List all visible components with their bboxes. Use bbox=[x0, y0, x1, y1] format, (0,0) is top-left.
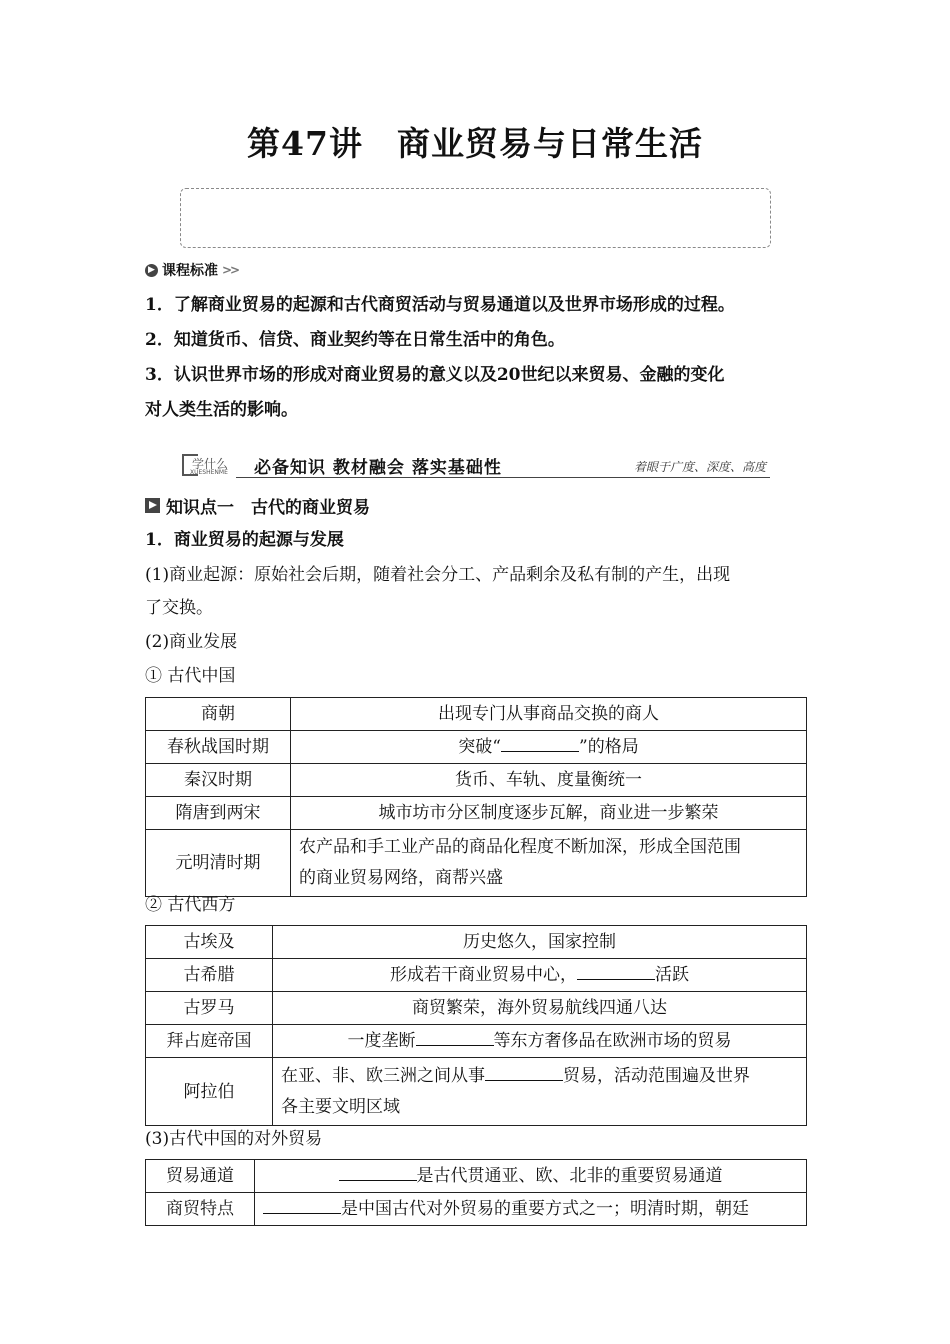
banner-subtitle: 着眼于广度、深度、高度 bbox=[633, 460, 766, 474]
content-cell: 商贸繁荣，海外贸易航线四通八达 bbox=[273, 992, 807, 1025]
page-title: 第47讲 商业贸易与日常生活 bbox=[247, 124, 703, 163]
fill-blank[interactable] bbox=[263, 1193, 341, 1214]
knowledge-point-heading bbox=[145, 493, 370, 518]
banner-underline bbox=[236, 477, 770, 478]
content-line: 的商业贸易网络，商帮兴盛 bbox=[299, 868, 503, 888]
table-row bbox=[146, 959, 807, 992]
standard-item-3-cont: 对人类生活的影响。 bbox=[145, 400, 298, 420]
content-text: 形成若干商业贸易中心， bbox=[390, 965, 577, 985]
table-row bbox=[146, 1058, 807, 1126]
table-row bbox=[146, 698, 807, 731]
content-line: 农产品和手工业产品的商品化程度不断加深，形成全国范围 bbox=[299, 837, 741, 857]
course-standard-label: 课程标准 bbox=[162, 263, 218, 279]
fill-blank[interactable] bbox=[501, 731, 579, 752]
logo bbox=[178, 452, 242, 478]
period-cell: 元明清时期 bbox=[146, 830, 291, 897]
section-1-heading: 1．商业贸易的起源与发展 bbox=[145, 530, 344, 550]
banner-title: 必备知识 教材融会 落实基础性 bbox=[254, 458, 502, 478]
foreign-trade-heading: (3)古代中国的对外贸易 bbox=[145, 1129, 323, 1149]
standard-item-1: 1．了解商业贸易的起源和古代商贸活动与贸易通道以及世界市场形成的过程。 bbox=[145, 295, 735, 315]
table-row bbox=[146, 764, 807, 797]
content-line: 各主要文明区域 bbox=[281, 1097, 400, 1117]
period-cell: 商朝 bbox=[146, 698, 291, 731]
region-cell: 阿拉伯 bbox=[146, 1058, 273, 1126]
content-cell bbox=[255, 1160, 807, 1193]
content-cell: 城市坊市分区制度逐步瓦解，商业进一步繁荣 bbox=[291, 797, 807, 830]
content-cell bbox=[291, 830, 807, 897]
content-text: ”的格局 bbox=[579, 737, 639, 757]
table-row bbox=[146, 926, 807, 959]
period-cell: 隋唐到两宋 bbox=[146, 797, 291, 830]
region-cell: 拜占庭帝国 bbox=[146, 1025, 273, 1058]
region-cell: 古希腊 bbox=[146, 959, 273, 992]
fill-blank[interactable] bbox=[485, 1060, 563, 1081]
dashed-note-box bbox=[180, 188, 771, 248]
china-label: ① 古代中国 bbox=[145, 666, 236, 686]
west-label: ② 古代西方 bbox=[145, 895, 236, 915]
content-cell bbox=[273, 1025, 807, 1058]
foreign-trade-table bbox=[145, 1159, 807, 1226]
table-row bbox=[146, 1025, 807, 1058]
content-text: 活跃 bbox=[655, 965, 689, 985]
standard-item-2: 2．知道货币、信贷、商业契约等在日常生活中的角色。 bbox=[145, 330, 565, 350]
table-row bbox=[146, 1160, 807, 1193]
content-text: 等东方奢侈品在欧洲市场的贸易 bbox=[493, 1031, 732, 1051]
content-text: 是古代贯通亚、欧、北非的重要贸易通道 bbox=[416, 1166, 723, 1186]
content-cell bbox=[255, 1193, 807, 1226]
logo-subtext: XUESHENME bbox=[190, 469, 228, 476]
double-chevron-icon: >> bbox=[222, 263, 239, 277]
table-row bbox=[146, 1193, 807, 1226]
table-row bbox=[146, 830, 807, 897]
content-cell bbox=[273, 959, 807, 992]
content-cell: 历史悠久，国家控制 bbox=[273, 926, 807, 959]
content-text: 一度垄断 bbox=[347, 1031, 416, 1051]
fill-blank[interactable] bbox=[577, 959, 655, 980]
content-text: 是中国古代对外贸易的重要方式之一；明清时期，朝廷 bbox=[341, 1199, 749, 1219]
content-cell bbox=[273, 1058, 807, 1126]
table-row bbox=[146, 992, 807, 1025]
content-cell bbox=[291, 731, 807, 764]
arrow-right-icon: ▶ bbox=[145, 264, 158, 277]
region-cell: 古埃及 bbox=[146, 926, 273, 959]
logo-text: 学什么 bbox=[192, 457, 229, 471]
development-heading: (2)商业发展 bbox=[145, 632, 238, 652]
knowledge-point-label: 知识点一 古代的商业贸易 bbox=[166, 498, 370, 518]
fill-blank[interactable] bbox=[416, 1025, 494, 1046]
ancient-china-table bbox=[145, 697, 807, 897]
play-icon bbox=[145, 498, 160, 513]
key-cell: 贸易通道 bbox=[146, 1160, 255, 1193]
ancient-west-table bbox=[145, 925, 807, 1126]
content-text: 突破“ bbox=[458, 737, 501, 757]
period-cell: 春秋战国时期 bbox=[146, 731, 291, 764]
table-row bbox=[146, 797, 807, 830]
origin-line-2: 了交换。 bbox=[145, 598, 213, 618]
period-cell: 秦汉时期 bbox=[146, 764, 291, 797]
table-row bbox=[146, 731, 807, 764]
content-text: 贸易，活动范围遍及世界 bbox=[563, 1066, 750, 1086]
content-text: 在亚、非、欧三洲之间从事 bbox=[281, 1066, 485, 1086]
fill-blank[interactable] bbox=[339, 1160, 417, 1181]
content-cell: 货币、车轨、度量衡统一 bbox=[291, 764, 807, 797]
origin-line-1: (1)商业起源：原始社会后期，随着社会分工、产品剩余及私有制的产生，出现 bbox=[145, 565, 731, 585]
course-standard-tag bbox=[145, 260, 238, 280]
standard-item-3: 3．认识世界市场的形成对商业贸易的意义以及20世纪以来贸易、金融的变化 bbox=[145, 365, 725, 385]
key-cell: 商贸特点 bbox=[146, 1193, 255, 1226]
region-cell: 古罗马 bbox=[146, 992, 273, 1025]
content-cell: 出现专门从事商品交换的商人 bbox=[291, 698, 807, 731]
section-banner bbox=[178, 452, 770, 478]
